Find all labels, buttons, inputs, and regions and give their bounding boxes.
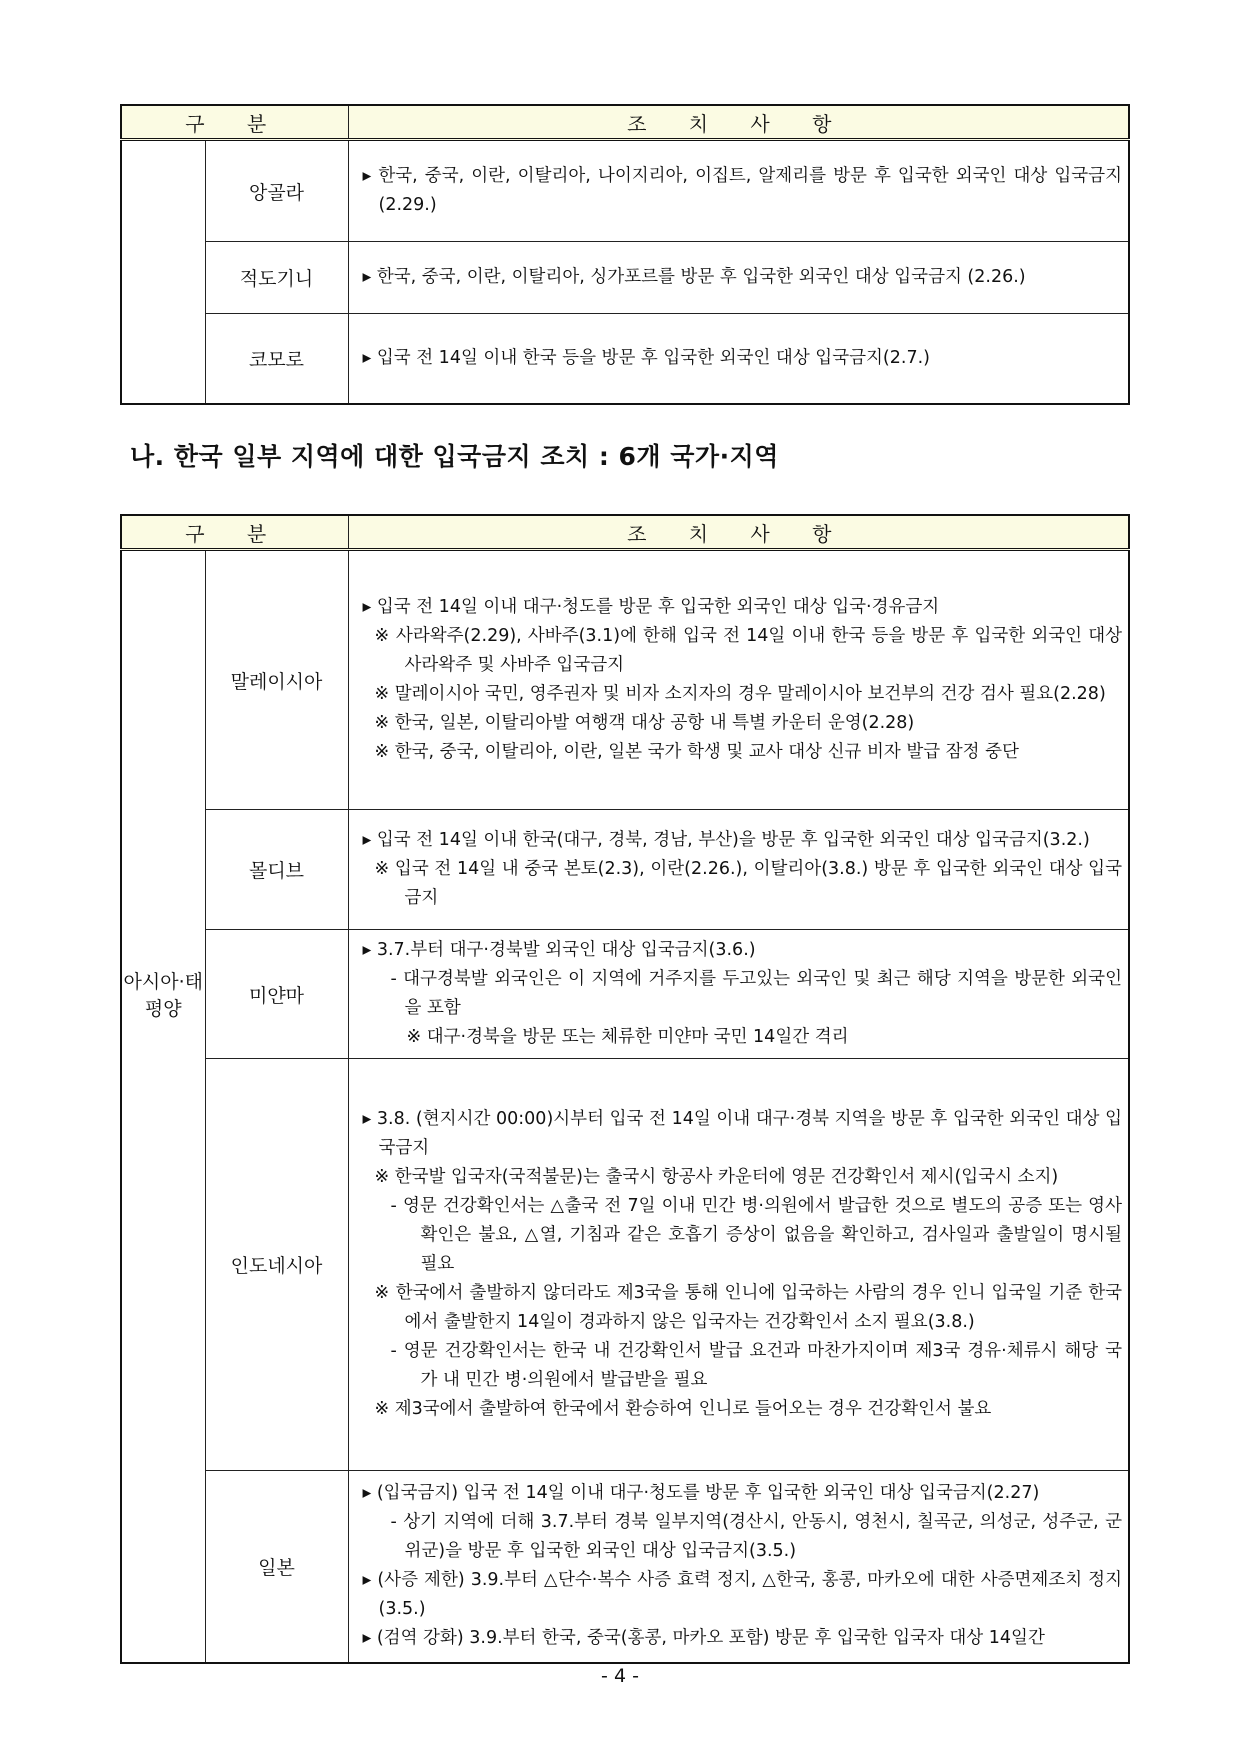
measure-line: ※ 말레이시아 국민, 영주권자 및 비자 소지자의 경우 말레이시아 보건부의 건강 검사 필요(2.28) [374, 684, 1106, 704]
table-row [121, 242, 1129, 314]
measure-line: ※ 제3국에서 출발하여 한국에서 환승하여 인니로 들어오는 경우 건강확인서 불요 [374, 1399, 992, 1419]
table-row [121, 550, 1129, 810]
table-row [121, 1059, 1129, 1471]
measure-line: - 영문 건강확인서는 한국 내 건강확인서 발급 요건과 마찬가지이며 제3국 경유·체류시 해당 국가 내 민간 병·의원에서 발급받을 필요 [390, 1341, 1122, 1390]
measure-line: ▸ (입국금지) 입국 전 14일 이내 대구·청도를 방문 후 입국한 외국인 대상 입국금지(2.27) [362, 1483, 1040, 1504]
measure-line: ▸ 한국, 중국, 이란, 이탈리아, 나이지리아, 이집트, 알제리를 방문 후 입국한 외국인 대상 입국금지(2.29.) [362, 166, 1122, 215]
measure-line: ▸ (사증 제한) 3.9.부터 △단수·복수 사증 효력 정지, △한국, 홍콩, 마카오에 대한 사증면제조치 정지(3.5.) [362, 1570, 1122, 1620]
measure-line: ※ 한국에서 출발하지 않더라도 제3국을 통해 인니에 입국하는 사람의 경우 인니 입국일 기준 한국에서 출발한지 14일이 경과하지 않은 입국자는 건강확인서 소지 필요(3.8.) [374, 1283, 1122, 1332]
table-header [121, 515, 1129, 550]
header-category: 구 분 [121, 105, 348, 140]
country-cell: 앙골라 [205, 140, 348, 242]
section-title: 나. 한국 일부 지역에 대한 입국금지 조치 : 6개 국가·지역 [130, 442, 779, 471]
measure-line: - 대구경북발 외국인은 이 지역에 거주지를 두고있는 외국인 및 최근 해당 지역을 방문한 외국인을 포함 [390, 969, 1122, 1018]
header-category: 구 분 [121, 515, 348, 550]
measure-cell [348, 1059, 1129, 1471]
country-cell: 미얀마 [205, 930, 348, 1059]
region-cell [121, 140, 205, 404]
region-cell: 아시아·태평양 [121, 550, 205, 1663]
country-cell: 인도네시아 [205, 1059, 348, 1471]
table-row [121, 930, 1129, 1059]
country-cell: 말레이시아 [205, 550, 348, 810]
measure-line: ▸ 입국 전 14일 이내 한국(대구, 경북, 경남, 부산)을 방문 후 입국한 외국인 대상 입국금지(3.2.) [362, 830, 1090, 850]
country-cell: 코모로 [205, 314, 348, 404]
entry-ban-table-2 [120, 514, 1130, 1664]
measure-line: ▸ 한국, 중국, 이란, 이탈리아, 싱가포르를 방문 후 입국한 외국인 대상 입국금지 (2.26.) [362, 267, 1026, 287]
measure-line: ※ 대구·경북을 방문 또는 체류한 미얀마 국민 14일간 격리 [406, 1027, 849, 1047]
country-cell: 몰디브 [205, 810, 348, 930]
measure-line: - 영문 건강확인서는 △출국 전 7일 이내 민간 병·의원에서 발급한 것으로 별도의 공증 또는 영사확인은 불요, △열, 기침과 같은 호흡기 증상이 없음을 확인하고, 검사일과 출발일이 명시될 필요 [390, 1196, 1122, 1274]
table-row [121, 1471, 1129, 1663]
measure-cell [348, 314, 1129, 404]
measure-line: ※ 한국발 입국자(국적불문)는 출국시 항공사 카운터에 영문 건강확인서 제시(입국시 소지) [374, 1167, 1059, 1187]
measure-cell [348, 1471, 1129, 1663]
measure-cell [348, 550, 1129, 810]
measure-line: ▸ 입국 전 14일 이내 대구·청도를 방문 후 입국한 외국인 대상 입국·경유금지 [362, 597, 940, 617]
country-cell: 적도기니 [205, 242, 348, 314]
measure-line: ※ 입국 전 14일 내 중국 본토(2.3), 이란(2.26.), 이탈리아(3.8.) 방문 후 입국한 외국인 대상 입국금지 [374, 859, 1122, 908]
page-number: - 4 - [601, 1665, 639, 1687]
table-row [121, 140, 1129, 242]
measure-cell [348, 810, 1129, 930]
measure-line: ▸ (검역 강화) 3.9.부터 한국, 중국(홍콩, 마카오 포함) 방문 후 입국한 입국자 대상 14일간 [362, 1628, 1045, 1649]
header-measures: 조 치 사 항 [348, 515, 1129, 550]
table-row [121, 810, 1129, 930]
measure-line: - 상기 지역에 더해 3.7.부터 경북 일부지역(경산시, 안동시, 영천시, 칠곡군, 의성군, 성주군, 군위군)을 방문 후 입국한 외국인 대상 입국금지(3.5.) [390, 1512, 1122, 1562]
measure-line: ※ 한국, 일본, 이탈리아발 여행객 대상 공항 내 특별 카운터 운영(2.28) [374, 713, 915, 733]
measure-line: ※ 한국, 중국, 이탈리아, 이란, 일본 국가 학생 및 교사 대상 신규 비자 발급 잠정 중단 [374, 742, 1019, 762]
header-measures: 조 치 사 항 [348, 105, 1129, 140]
table-header [121, 105, 1129, 140]
measure-line: ▸ 입국 전 14일 이내 한국 등을 방문 후 입국한 외국인 대상 입국금지(2.7.) [362, 347, 930, 368]
table-row [121, 314, 1129, 404]
entry-ban-table-1 [120, 104, 1130, 405]
measure-cell [348, 140, 1129, 242]
measure-cell [348, 930, 1129, 1059]
measure-line: ▸ 3.7.부터 대구·경북발 외국인 대상 입국금지(3.6.) [362, 940, 756, 960]
country-cell: 일본 [205, 1471, 348, 1663]
measure-line: ※ 사라왁주(2.29), 사바주(3.1)에 한해 입국 전 14일 이내 한국 등을 방문 후 입국한 외국인 대상 사라왁주 및 사바주 입국금지 [374, 626, 1122, 675]
measure-line: ▸ 3.8. (현지시간 00:00)시부터 입국 전 14일 이내 대구·경북 지역을 방문 후 입국한 외국인 대상 입국금지 [362, 1109, 1122, 1158]
measure-cell [348, 242, 1129, 314]
